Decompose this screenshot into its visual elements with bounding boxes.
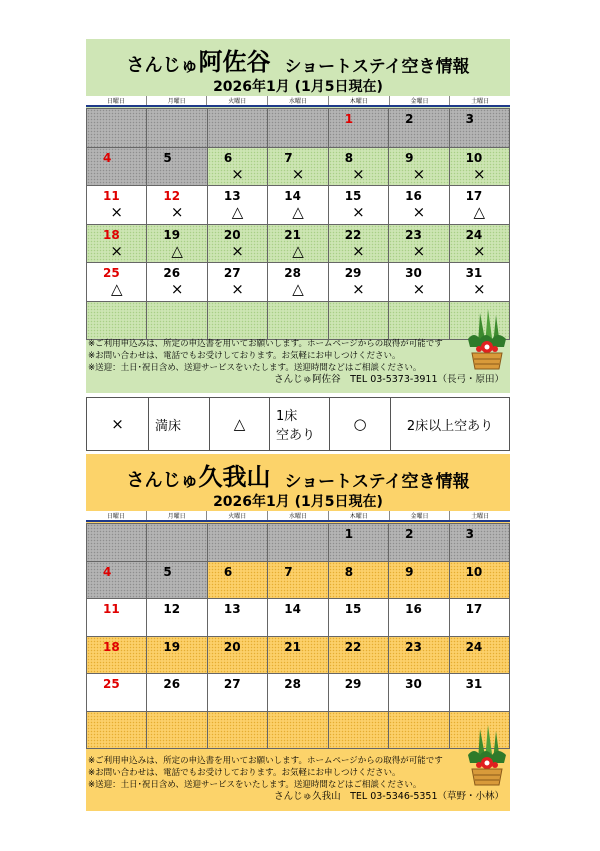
day-number: 15 xyxy=(344,602,362,616)
availability-mark: × xyxy=(412,241,426,260)
calendar-day-cell xyxy=(147,109,207,148)
calendar-day-cell xyxy=(389,637,449,675)
calendar-day-cell xyxy=(450,186,510,225)
calendar-day-cell xyxy=(268,524,328,562)
calendar-day-cell xyxy=(87,712,147,750)
calendar-day-cell xyxy=(389,712,449,750)
availability-mark: △ xyxy=(171,241,183,260)
calendar-day-cell xyxy=(147,562,207,600)
day-number: 27 xyxy=(223,677,241,691)
day-number: 5 xyxy=(163,564,172,579)
availability-mark: × xyxy=(472,241,486,260)
calendar-day-cell xyxy=(268,637,328,675)
asagaya-contact: さんじゅ阿佐谷 TEL 03-5373-3911（長弓・原田） xyxy=(274,374,504,385)
kugayama-weekday-header xyxy=(86,511,510,522)
availability-mark: × xyxy=(352,164,365,183)
day-number: 21 xyxy=(284,639,301,654)
calendar-day-cell xyxy=(329,225,389,264)
day-number: 21 xyxy=(284,227,301,242)
day-number: 19 xyxy=(163,639,181,654)
calendar-day-cell xyxy=(87,148,147,187)
kugayama-note-3: ※送迎：土日･祝日含め、送迎サービスをいたします。送迎時間などはご相談ください。 xyxy=(88,780,422,790)
calendar-day-cell xyxy=(208,599,268,637)
weekday-fri: 金曜日 xyxy=(389,511,450,520)
calendar-day-cell xyxy=(87,599,147,637)
day-number: 28 xyxy=(284,266,301,280)
asagaya-calendar-grid xyxy=(86,108,510,340)
availability-mark: × xyxy=(472,280,486,298)
availability-mark: × xyxy=(412,164,426,183)
day-number: 24 xyxy=(465,639,483,654)
availability-mark: × xyxy=(231,164,244,183)
asagaya-note-3: ※送迎：土日･祝日含め、送迎サービスをいたします。送迎時間などはご相談ください。 xyxy=(88,363,422,373)
day-number: 16 xyxy=(405,602,422,616)
day-number: 26 xyxy=(163,677,181,691)
weekday-tue: 火曜日 xyxy=(206,96,267,105)
day-number: 31 xyxy=(465,677,483,691)
asagaya-weekday-header xyxy=(86,96,510,107)
calendar-day-cell xyxy=(329,712,389,750)
calendar-day-cell xyxy=(389,186,449,225)
day-number: 18 xyxy=(103,227,120,242)
day-number: 26 xyxy=(163,266,181,280)
calendar-day-cell xyxy=(329,599,389,637)
asagaya-title-prefix: さんじゅ xyxy=(126,55,199,76)
day-number: 16 xyxy=(405,189,422,203)
day-number: 3 xyxy=(465,112,474,126)
kugayama-contact: さんじゅ久我山 TEL 03-5346-5351（草野・小林） xyxy=(274,791,504,802)
calendar-day-cell xyxy=(329,562,389,600)
day-number: 25 xyxy=(103,266,120,280)
calendar-day-cell xyxy=(87,524,147,562)
weekday-sun: 日曜日 xyxy=(86,96,146,105)
calendar-day-cell xyxy=(450,562,510,600)
day-number: 12 xyxy=(163,189,181,203)
calendar-day-cell xyxy=(329,109,389,148)
kugayama-title xyxy=(86,458,510,492)
day-number: 10 xyxy=(465,150,483,165)
day-number: 8 xyxy=(344,564,354,579)
availability-mark: × xyxy=(110,241,123,260)
day-number: 13 xyxy=(223,189,241,203)
kugayama-note-2: ※お問い合わせは、電話でもお受けしております。お気軽にお申しつけください。 xyxy=(88,768,401,778)
day-number: 7 xyxy=(284,150,293,165)
day-number: 6 xyxy=(223,564,233,579)
weekday-mon: 月曜日 xyxy=(146,511,207,520)
kugayama-section xyxy=(86,454,510,811)
calendar-day-cell xyxy=(329,637,389,675)
asagaya-date-line: 2026年1月 (1月5日現在) xyxy=(213,79,383,95)
day-number: 11 xyxy=(103,602,120,616)
calendar-day-cell xyxy=(268,186,328,225)
calendar-day-cell xyxy=(87,186,147,225)
calendar-day-cell xyxy=(389,562,449,600)
weekday-wed: 水曜日 xyxy=(267,96,328,105)
day-number: 19 xyxy=(163,227,181,242)
calendar-day-cell xyxy=(329,263,389,302)
weekday-thu: 木曜日 xyxy=(328,96,389,105)
day-number: 9 xyxy=(405,564,414,579)
calendar-day-cell xyxy=(329,186,389,225)
day-number: 15 xyxy=(344,189,362,203)
calendar-day-cell xyxy=(147,302,207,341)
availability-mark: × xyxy=(352,241,365,260)
calendar-day-cell xyxy=(147,712,207,750)
calendar-day-cell xyxy=(268,302,328,341)
calendar-day-cell xyxy=(329,674,389,712)
weekday-thu: 木曜日 xyxy=(328,511,389,520)
kugayama-title-prefix: さんじゅ xyxy=(126,470,199,491)
calendar-day-cell xyxy=(268,225,328,264)
kugayama-title-name: 久我山 xyxy=(198,463,271,491)
calendar-day-cell xyxy=(268,109,328,148)
calendar-day-cell xyxy=(208,148,268,187)
day-number: 14 xyxy=(284,602,301,616)
day-number: 27 xyxy=(223,266,241,280)
calendar-day-cell xyxy=(268,599,328,637)
weekday-sat: 土曜日 xyxy=(449,511,510,520)
day-number: 4 xyxy=(103,150,112,165)
calendar-day-cell xyxy=(389,148,449,187)
kugayama-date-line: 2026年1月 (1月5日現在) xyxy=(213,494,383,510)
calendar-day-cell xyxy=(208,109,268,148)
day-number: 22 xyxy=(344,639,362,654)
day-number: 22 xyxy=(344,227,362,242)
calendar-day-cell xyxy=(87,302,147,341)
calendar-day-cell xyxy=(389,225,449,264)
asagaya-section xyxy=(86,39,510,393)
kugayama-title-sub: ショートステイ空き情報 xyxy=(284,472,470,492)
calendar-day-cell xyxy=(268,562,328,600)
asagaya-title-sub: ショートステイ空き情報 xyxy=(284,57,470,77)
weekday-tue: 火曜日 xyxy=(206,511,267,520)
calendar-day-cell xyxy=(268,674,328,712)
day-number: 5 xyxy=(163,150,172,165)
day-number: 3 xyxy=(465,527,474,541)
calendar-day-cell xyxy=(208,637,268,675)
day-number: 8 xyxy=(344,150,354,165)
availability-mark: △ xyxy=(292,241,304,260)
day-number: 23 xyxy=(405,639,422,654)
legend-one-label-line1: 1床 xyxy=(276,409,298,424)
availability-mark: × xyxy=(231,280,244,298)
calendar-day-cell xyxy=(329,524,389,562)
legend-one-symbol: △ xyxy=(209,398,269,450)
day-number: 17 xyxy=(465,189,483,203)
calendar-day-cell xyxy=(208,674,268,712)
kugayama-calendar-grid xyxy=(86,523,510,749)
calendar-day-cell xyxy=(268,148,328,187)
calendar-day-cell xyxy=(450,148,510,187)
calendar-day-cell xyxy=(147,186,207,225)
availability-mark: × xyxy=(472,164,486,183)
calendar-day-cell xyxy=(389,109,449,148)
legend-one-label-line2: 空あり xyxy=(276,428,316,443)
calendar-day-cell xyxy=(329,148,389,187)
day-number: 30 xyxy=(405,677,422,691)
day-number: 10 xyxy=(465,564,483,579)
calendar-day-cell xyxy=(450,674,510,712)
calendar-day-cell xyxy=(147,148,207,187)
day-number: 20 xyxy=(223,227,241,242)
availability-mark: △ xyxy=(292,203,304,221)
calendar-day-cell xyxy=(329,302,389,341)
day-number: 12 xyxy=(163,602,181,616)
availability-mark: × xyxy=(352,280,365,298)
weekday-fri: 金曜日 xyxy=(389,96,450,105)
calendar-day-cell xyxy=(208,712,268,750)
weekday-sat: 土曜日 xyxy=(449,96,510,105)
calendar-day-cell xyxy=(268,263,328,302)
day-number: 2 xyxy=(405,112,414,126)
calendar-day-cell xyxy=(208,562,268,600)
calendar-day-cell xyxy=(147,637,207,675)
availability-mark: × xyxy=(291,164,305,183)
day-number: 18 xyxy=(103,639,120,654)
legend-full-label: 満床 xyxy=(148,398,209,450)
day-number: 1 xyxy=(344,527,354,541)
calendar-day-cell xyxy=(147,524,207,562)
availability-mark: △ xyxy=(110,280,123,298)
calendar-day-cell xyxy=(208,225,268,264)
calendar-day-cell xyxy=(450,599,510,637)
calendar-day-cell xyxy=(389,524,449,562)
legend-one-label xyxy=(269,398,329,450)
calendar-day-cell xyxy=(450,637,510,675)
asagaya-note-1: ※ご利用申込みは、所定の申込書を用いてお願いします。ホームページからの取得が可能です xyxy=(88,339,443,349)
availability-mark: × xyxy=(110,203,123,221)
calendar-day-cell xyxy=(87,109,147,148)
day-number: 29 xyxy=(344,266,362,280)
calendar-day-cell xyxy=(208,524,268,562)
day-number: 14 xyxy=(284,189,301,203)
kugayama-notes xyxy=(88,755,508,803)
asagaya-notes xyxy=(88,338,508,386)
day-number: 24 xyxy=(465,227,483,242)
calendar-day-cell xyxy=(389,263,449,302)
asagaya-title xyxy=(86,43,510,77)
day-number: 13 xyxy=(223,602,241,616)
calendar-day-cell xyxy=(87,263,147,302)
asagaya-note-2: ※お問い合わせは、電話でもお受けしております。お気軽にお申しつけください。 xyxy=(88,351,401,361)
availability-mark: × xyxy=(352,203,365,221)
legend-full-symbol: × xyxy=(111,415,124,433)
calendar-day-cell xyxy=(450,524,510,562)
calendar-day-cell xyxy=(389,599,449,637)
calendar-day-cell xyxy=(450,263,510,302)
day-number: 6 xyxy=(223,150,233,165)
day-number: 25 xyxy=(103,677,120,691)
day-number: 28 xyxy=(284,677,301,691)
day-number: 20 xyxy=(223,639,241,654)
legend-two-symbol: ○ xyxy=(329,398,390,450)
calendar-day-cell xyxy=(450,225,510,264)
availability-mark: △ xyxy=(231,203,244,221)
day-number: 7 xyxy=(284,564,293,579)
calendar-day-cell xyxy=(147,674,207,712)
calendar-day-cell xyxy=(147,225,207,264)
calendar-day-cell xyxy=(87,637,147,675)
day-number: 9 xyxy=(405,150,414,165)
legend-two-label: 2床以上空あり xyxy=(390,398,509,450)
calendar-day-cell xyxy=(87,562,147,600)
calendar-day-cell xyxy=(147,599,207,637)
day-number: 4 xyxy=(103,564,112,579)
weekday-wed: 水曜日 xyxy=(267,511,328,520)
availability-mark: △ xyxy=(473,203,486,221)
availability-mark: × xyxy=(231,241,244,260)
day-number: 31 xyxy=(465,266,483,280)
calendar-day-cell xyxy=(87,225,147,264)
availability-mark: × xyxy=(412,203,426,221)
weekday-sun: 日曜日 xyxy=(86,511,146,520)
calendar-day-cell xyxy=(208,263,268,302)
day-number: 1 xyxy=(344,112,354,126)
weekday-mon: 月曜日 xyxy=(146,96,207,105)
day-number: 17 xyxy=(465,602,483,616)
availability-mark: × xyxy=(412,280,426,298)
calendar-day-cell xyxy=(87,674,147,712)
kugayama-note-1: ※ご利用申込みは、所定の申込書を用いてお願いします。ホームページからの取得が可能です xyxy=(88,756,443,766)
calendar-day-cell xyxy=(208,302,268,341)
calendar-day-cell xyxy=(389,302,449,341)
asagaya-title-name: 阿佐谷 xyxy=(198,48,271,76)
availability-mark: × xyxy=(170,203,184,221)
availability-mark: × xyxy=(170,280,184,298)
day-number: 11 xyxy=(103,189,120,203)
calendar-day-cell xyxy=(389,674,449,712)
day-number: 30 xyxy=(405,266,422,280)
calendar-day-cell xyxy=(208,186,268,225)
day-number: 23 xyxy=(405,227,422,242)
day-number: 29 xyxy=(344,677,362,691)
calendar-day-cell xyxy=(450,109,510,148)
day-number: 2 xyxy=(405,527,414,541)
availability-mark: △ xyxy=(292,280,304,298)
calendar-day-cell xyxy=(147,263,207,302)
calendar-day-cell xyxy=(268,712,328,750)
legend-table xyxy=(86,397,510,451)
